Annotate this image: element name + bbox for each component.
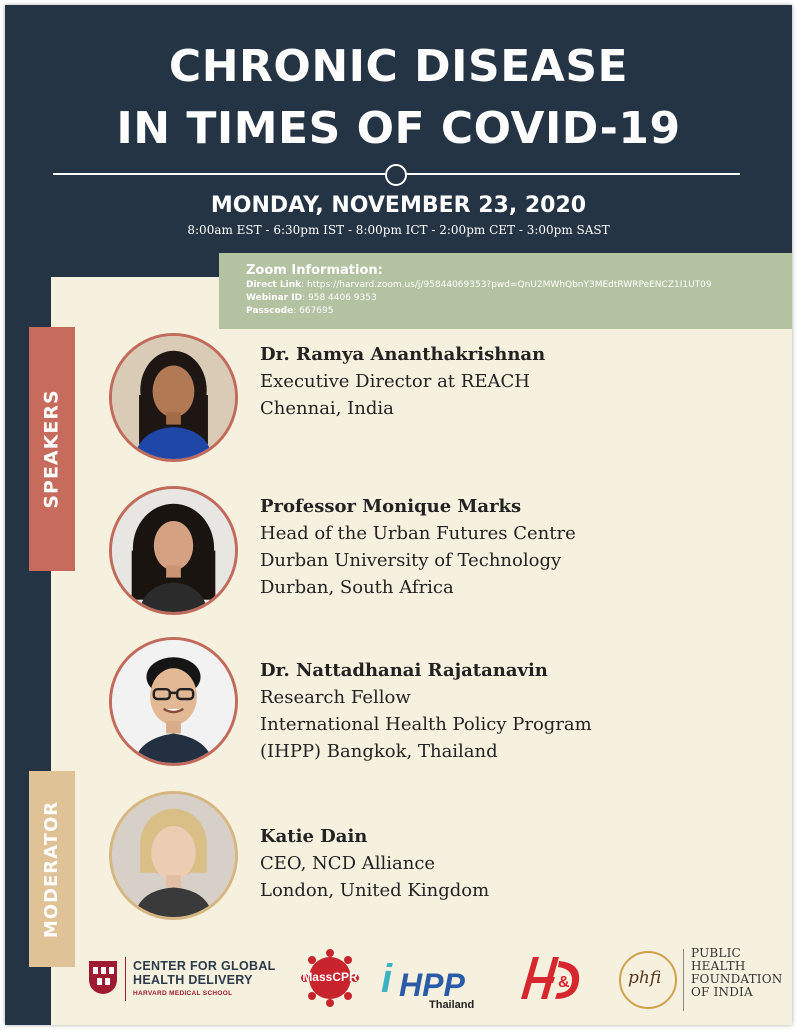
speaker-2-name: Professor Monique Marks <box>260 496 522 517</box>
speaker-3-portrait <box>112 640 235 763</box>
zoom-info-box <box>219 253 792 329</box>
speaker-1-name: Dr. Ramya Ananthakrishnan <box>260 344 546 365</box>
moderator-name: Katie Dain <box>260 826 368 847</box>
masscpr-logo <box>290 947 370 1009</box>
event-poster <box>5 5 792 1025</box>
speaker-2-title: Head of the Urban Futures Centre <box>260 523 576 544</box>
phfi-logo <box>611 939 786 1017</box>
phfi-name-line-4: OF INDIA <box>691 985 753 999</box>
speaker-2-org: Durban University of Technology <box>260 550 562 571</box>
moderator-photo <box>109 791 238 920</box>
phfi-name <box>691 947 783 999</box>
divider-circle-icon <box>385 164 407 186</box>
hd-logo <box>515 949 585 1005</box>
speaker-1 <box>260 341 545 422</box>
title-line-1: CHRONIC DISEASE <box>168 41 629 92</box>
phfi-mark: phfi <box>628 968 662 988</box>
speaker-3-name: Dr. Nattadhanai Rajatanavin <box>260 660 548 681</box>
cghd-logo <box>89 957 284 1005</box>
cghd-line-3: HARVARD MEDICAL SCHOOL <box>133 990 233 997</box>
zoom-heading: Zoom Information: <box>246 263 383 278</box>
speaker-3-location: (IHPP) Bangkok, Thailand <box>260 741 498 762</box>
speaker-2 <box>260 493 576 601</box>
ihpp-logo <box>381 947 493 1011</box>
moderator-label: MODERATOR <box>41 800 63 938</box>
moderator <box>260 823 489 904</box>
speaker-1-title: Executive Director at REACH <box>260 371 530 392</box>
speakers-tab <box>29 327 75 571</box>
masscpr-cpr: CPR <box>332 970 358 984</box>
harvard-shield-icon <box>89 961 117 994</box>
event-times: 8:00am EST - 6:30pm IST - 8:00pm ICT - 2:00pm CET - 3:00pm SAST <box>187 223 610 237</box>
phfi-name-line-3: FOUNDATION <box>691 972 783 986</box>
cghd-line-2: HEALTH DELIVERY <box>133 973 253 987</box>
phfi-name-line-2: HEALTH <box>691 959 746 973</box>
title-line-2: IN TIMES OF COVID-19 <box>116 103 681 154</box>
zoom-webinar-value: : 958 4406 9353 <box>302 293 377 303</box>
moderator-title: CEO, NCD Alliance <box>260 853 436 874</box>
moderator-portrait <box>112 794 235 917</box>
zoom-direct-link[interactable] <box>246 279 792 292</box>
ihpp-country: Thailand <box>429 999 475 1011</box>
ihpp-hpp: HPP <box>399 967 465 1003</box>
speaker-3 <box>260 657 592 765</box>
masscpr-mass: Mass <box>302 970 333 984</box>
speaker-1-photo <box>109 333 238 462</box>
speaker-1-portrait <box>112 336 235 459</box>
zoom-webinar-id <box>246 292 792 305</box>
cghd-divider <box>125 957 126 1001</box>
zoom-passcode-value: : 667695 <box>293 306 334 316</box>
phfi-divider <box>683 949 684 1011</box>
sponsor-logos <box>5 935 792 1025</box>
speaker-1-location: Chennai, India <box>260 398 394 419</box>
speaker-3-title: Research Fellow <box>260 687 411 708</box>
event-date: MONDAY, NOVEMBER 23, 2020 <box>210 193 587 218</box>
moderator-location: London, United Kingdom <box>260 880 490 901</box>
speaker-2-photo <box>109 486 238 615</box>
zoom-passcode <box>246 305 792 318</box>
zoom-passcode-label: Passcode <box>246 306 294 316</box>
zoom-link-value[interactable]: : https://harvard.zoom.us/j/95844069353?pwd=QnU2MWhQbnY3MEdtRWRPeENCZ1I1UT09 <box>301 280 712 290</box>
zoom-link-label: Direct Link <box>246 280 302 290</box>
masscpr-text <box>290 970 370 984</box>
speaker-2-location: Durban, South Africa <box>260 577 454 598</box>
svg-text:&: & <box>558 974 570 991</box>
speaker-2-portrait <box>112 489 235 612</box>
speaker-3-photo <box>109 637 238 766</box>
ihpp-i: i <box>381 957 393 1001</box>
speakers-label: SPEAKERS <box>41 389 63 509</box>
hd-logo-mark-icon <box>515 949 585 1005</box>
cghd-line-1: CENTER FOR GLOBAL <box>133 959 276 973</box>
phfi-name-line-1: PUBLIC <box>691 946 741 960</box>
zoom-webinar-label: Webinar ID <box>246 293 303 303</box>
speaker-3-org: International Health Policy Program <box>260 714 592 735</box>
